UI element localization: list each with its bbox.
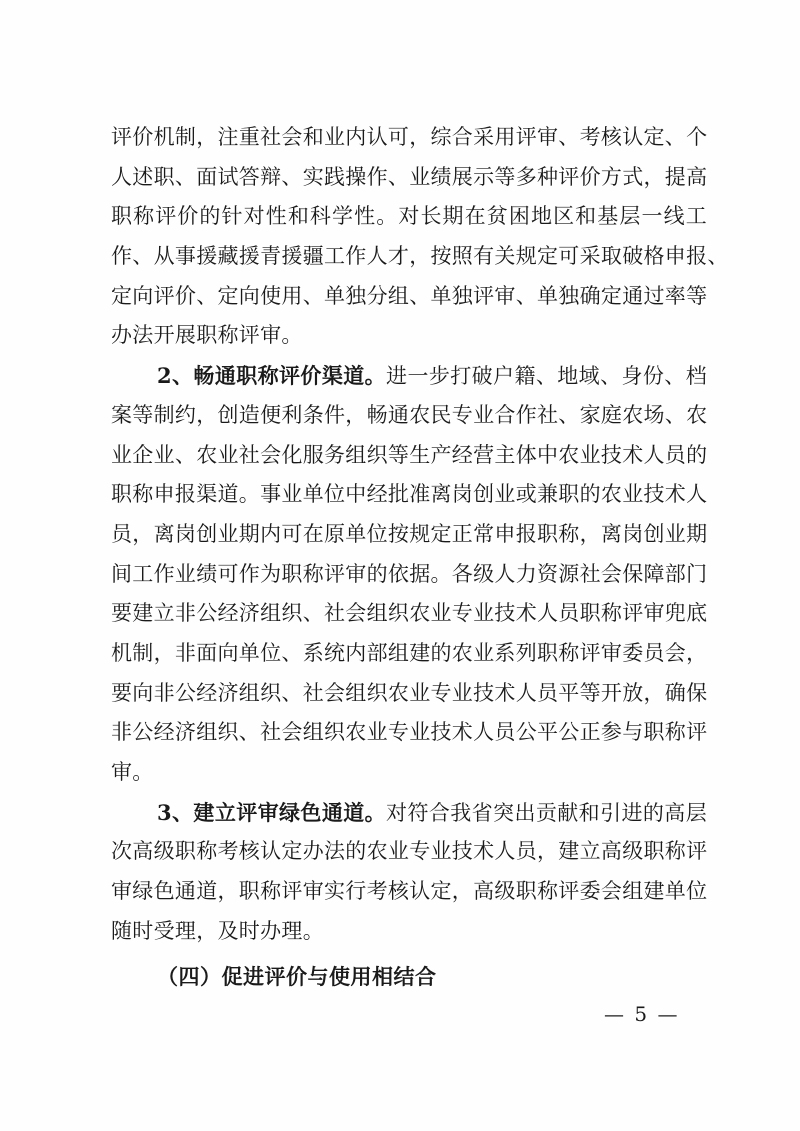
text-line: 定向评价、定向使用、单独分组、单独评审、单独确定通过率等: [111, 283, 708, 308]
text-line: 人述职、面试答辩、实践操作、业绩展示等多种评价方式，提高: [111, 164, 708, 189]
text-line: [111, 793, 707, 833]
text-line: 员，离岗创业期内可在原单位按规定正常申报职称，离岗创业期: [111, 521, 708, 546]
text-line: 职称评价的针对性和科学性。对长期在贫困地区和基层一线工: [111, 204, 707, 229]
text-line: 间工作业绩可作为职称评审的依据。各级人力资源社会保障部门: [111, 561, 708, 586]
text-line: 评价机制，注重社会和业内认可，综合采用评审、考核认定、个: [111, 125, 708, 149]
text-line: 审绿色通道，职称评审实行考核认定，高级职称评委会组建单位: [111, 879, 708, 904]
text-line: 案等制约，创造便利条件，畅通农民专业合作社、家庭农场、农: [111, 402, 708, 427]
item-heading: 2、畅通职称评价渠道。: [157, 363, 387, 389]
text-line: 职称申报渠道。事业单位中经批准离岗创业或兼职的农业技术人: [111, 482, 708, 507]
text-run: 对符合我省突出贡献和引进的高层: [386, 800, 707, 825]
text-line: [111, 356, 707, 396]
document-body: [111, 118, 729, 951]
text-line: 机制，非面向单位、系统内部组建的农业系列职称评审委员会，: [111, 640, 708, 665]
section-heading: （四）促进评价与使用相结合: [157, 964, 437, 989]
page-number: — 5 —: [604, 1002, 680, 1026]
text-line: 办法开展职称评审。: [111, 323, 303, 348]
item-heading: 3、建立评审绿色通道。: [157, 799, 387, 825]
text-line: 非公经济组织、社会组织农业专业技术人员公平公正参与职称评: [111, 720, 708, 745]
text-line: 次高级职称考核认定办法的农业专业技术人员，建立高级职称评: [111, 839, 708, 864]
text-line: 随时受理，及时办理。: [111, 918, 324, 943]
paragraph: [111, 793, 707, 952]
text-line: 审。: [111, 760, 154, 784]
text-run: 进一步打破户籍、地域、身份、档: [386, 364, 707, 389]
text-line: 业企业、农业社会化服务组织等生产经营主体中农业技术人员的: [111, 442, 708, 467]
text-line: 要建立非公经济组织、社会组织农业专业技术人员职称评审兜底: [111, 601, 708, 626]
text-line: 作、从事援藏援青援疆工作人才，按照有关规定可采取破格申报、: [111, 244, 729, 269]
paragraph: [111, 118, 729, 356]
paragraph: [111, 356, 707, 793]
text-line: 要向非公经济组织、社会组织农业专业技术人员平等开放，确保: [111, 680, 708, 705]
